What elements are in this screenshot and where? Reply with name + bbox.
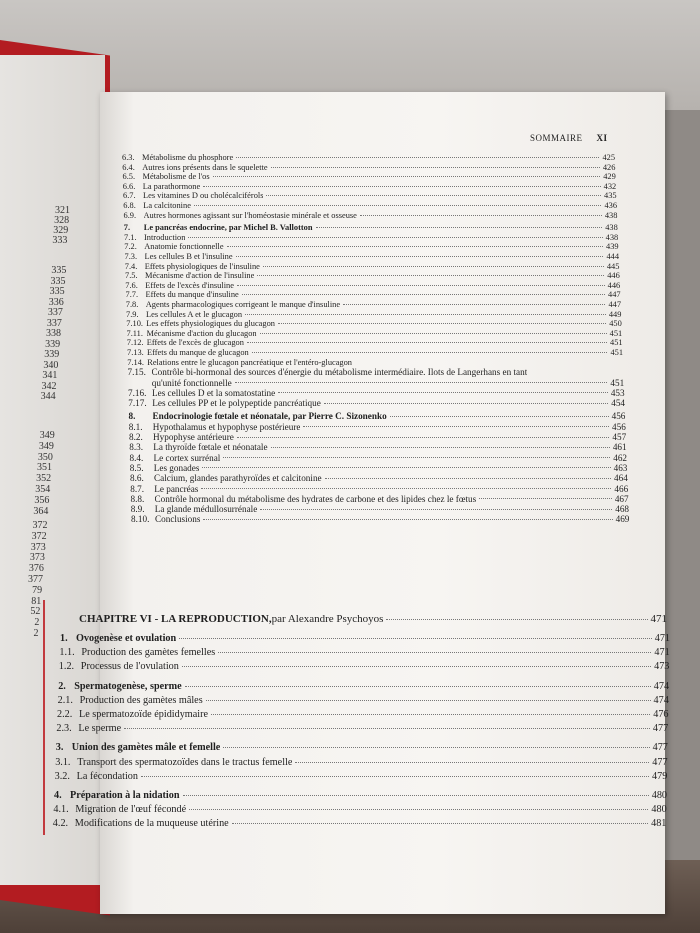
- toc-entry-number: 7.14.: [127, 357, 144, 367]
- toc-entry: [126, 300, 621, 309]
- toc-entry-title: Préparation à la nidation: [70, 790, 180, 801]
- dot-leader: [252, 352, 608, 353]
- toc-entry-title: Contrôle hormonal du métabolisme des hydrates de carbone et des lipides chez le fœtus: [154, 493, 477, 504]
- toc-entry: [130, 463, 628, 473]
- toc-entry-number: 8.: [128, 411, 136, 422]
- toc-entry-number: 1.: [60, 633, 68, 644]
- left-page-number: 356: [34, 494, 50, 506]
- toc-entry-page: 474: [653, 694, 669, 706]
- toc-entry: [126, 310, 621, 319]
- toc-entry: [125, 271, 620, 280]
- toc-entry: [128, 388, 625, 398]
- toc-entry-page: 438: [604, 210, 618, 220]
- dot-leader: [183, 795, 649, 796]
- left-page-number: 336: [48, 296, 64, 308]
- left-page-number: 349: [38, 440, 54, 452]
- toc-entry: [123, 201, 617, 210]
- toc-entry-title: Introduction: [144, 232, 186, 242]
- toc-entry: [59, 647, 669, 658]
- toc-entry-page: 449: [608, 309, 622, 319]
- left-page-number: 339: [44, 349, 60, 360]
- toc-entry-title: Le pancréas: [154, 483, 199, 494]
- toc-entry-number: 7.6.: [125, 280, 138, 290]
- left-page-number: 341: [42, 370, 58, 381]
- toc-entry-title: Effets du manque de glucagon: [147, 348, 249, 357]
- left-page-number: 354: [35, 484, 51, 495]
- toc-entry-page: 445: [606, 261, 620, 271]
- left-page-number: 337: [47, 307, 63, 318]
- toc-entry-number: 2.: [58, 680, 66, 692]
- toc-entry-number: 4.: [54, 790, 62, 801]
- toc-entry-number: 7.1.: [124, 232, 137, 242]
- toc-entry-page: 456: [612, 421, 626, 432]
- left-page-number: 338: [46, 328, 61, 339]
- toc-entry: [122, 153, 615, 162]
- toc-entry: [129, 411, 626, 421]
- toc-entry: [126, 319, 622, 328]
- dot-leader: [232, 823, 648, 824]
- toc-entry-page: 471: [654, 647, 670, 659]
- toc-entry-title: Transport des spermatozoïdes dans le tractus femelle: [77, 756, 293, 768]
- toc-entry-title: Processus de l'ovulation: [80, 661, 179, 673]
- dot-leader: [278, 323, 606, 324]
- toc-entry: [127, 329, 623, 338]
- toc-entry-number: 7.4.: [124, 261, 138, 271]
- toc-entry-page: 461: [612, 442, 627, 453]
- dot-leader: [295, 762, 649, 763]
- left-page-number: 81: [31, 595, 42, 607]
- toc-entry: [127, 348, 623, 357]
- toc-entry: [129, 422, 626, 432]
- toc-entry: [124, 211, 618, 220]
- toc-entry-title: Le pancréas endocrine, par Michel B. Vallotton: [143, 223, 313, 233]
- dot-leader: [260, 333, 607, 334]
- chapter-page: 471: [650, 613, 667, 625]
- toc-entry-number: 8.8.: [130, 493, 145, 504]
- toc-entry: [126, 290, 621, 299]
- toc-entry-number: 8.1.: [128, 421, 143, 432]
- toc-entry-page: 477: [652, 756, 668, 768]
- dot-leader: [211, 714, 650, 715]
- toc-entry: [124, 233, 618, 242]
- toc-entry-page: 450: [609, 319, 622, 329]
- toc-entry-title: Métabolisme de l'os: [142, 172, 210, 182]
- toc-entry-page: 446: [607, 271, 620, 281]
- toc-entry-number: 6.4.: [122, 162, 135, 172]
- toc-entry: [56, 742, 668, 753]
- toc-entry-title: Hypothalamus et hypophyse postérieure: [152, 421, 301, 432]
- left-page-number: 2: [34, 617, 40, 629]
- toc-entry-number: 6.8.: [123, 201, 136, 210]
- dot-leader: [386, 619, 647, 620]
- dot-leader: [303, 426, 609, 427]
- toc-entry-page: 480: [651, 804, 667, 816]
- toc-entry-number: 7.9.: [126, 309, 139, 319]
- toc-entry: [125, 281, 620, 290]
- toc-entry-page: 453: [610, 387, 625, 398]
- toc-entry-number: 1.1.: [59, 647, 75, 659]
- dot-leader: [202, 467, 610, 468]
- toc-entry-title: Les cellules A et le glucagon: [146, 309, 243, 319]
- toc-entry-page: 480: [651, 790, 667, 801]
- toc-entry: [125, 262, 620, 271]
- toc-entry-title: Agents pharmacologiques corrigeant le manque d'insuline: [145, 300, 341, 309]
- toc-entry-page: 456: [611, 411, 626, 422]
- toc-entry-title: Les cellules D et la somatostatine: [152, 387, 276, 398]
- dot-leader: [242, 294, 605, 295]
- toc-entry-page: 444: [606, 252, 619, 261]
- toc-entry-number: 7.7.: [125, 290, 139, 300]
- toc-entry-page: 446: [607, 280, 621, 290]
- toc-entry-number: 7.12.: [126, 338, 144, 348]
- left-page-number: 340: [43, 359, 59, 371]
- toc-entry-page: 439: [606, 242, 619, 252]
- toc-entry-title: Production des gamètes femelles: [81, 647, 216, 659]
- dot-leader: [325, 478, 611, 479]
- chapter-row: [79, 613, 667, 625]
- left-page-number: 351: [37, 462, 52, 474]
- left-page-number: 372: [32, 520, 48, 531]
- toc-entry-title: Effets de l'excès de glucagon: [146, 338, 244, 348]
- toc-entry-title: Le cortex surrénal: [153, 452, 221, 463]
- toc-entry-page: 469: [615, 514, 630, 525]
- toc-entry-title: Union des gamètes mâle et femelle: [71, 742, 221, 754]
- left-page-number: 337: [46, 317, 62, 329]
- toc-entry-number: 8.4.: [129, 452, 144, 463]
- toc-entry-number: 7.10.: [126, 319, 143, 329]
- left-page-number: 342: [41, 380, 57, 392]
- left-page-number: 2: [33, 628, 39, 639]
- left-page-number: 349: [39, 430, 55, 441]
- toc-entry-title: Autres ions présents dans le squelette: [142, 162, 268, 172]
- toc-entry-page: 438: [605, 223, 618, 233]
- toc-entry-number: 6.5.: [122, 172, 136, 182]
- toc-entry-page: 468: [615, 504, 629, 515]
- dot-leader: [360, 215, 602, 216]
- left-page-number: 335: [50, 275, 66, 287]
- toc-entry-page: 451: [610, 338, 623, 348]
- toc-entry-page: 476: [653, 709, 669, 720]
- dot-leader: [479, 498, 612, 499]
- toc-entry-page: 479: [652, 770, 668, 782]
- toc-entry-page: 464: [614, 473, 628, 484]
- left-page-number: 335: [49, 286, 65, 297]
- toc-entry-page: 451: [610, 348, 623, 357]
- dot-leader: [223, 747, 649, 748]
- toc-entry-title: Relations entre le glucagon pancréatique et l'entéro-glucagon: [147, 357, 352, 367]
- margin-bracket: [43, 600, 45, 835]
- toc-entry: [123, 172, 616, 181]
- left-page-number: 377: [28, 574, 43, 585]
- toc-entry-number: 8.9.: [130, 504, 145, 515]
- left-page-number: 52: [30, 606, 41, 618]
- dot-leader: [343, 304, 605, 305]
- toc-entry-title: Modifications de la muqueuse utérine: [74, 818, 229, 830]
- left-page-number: 329: [53, 225, 69, 236]
- toc-entry: [53, 804, 666, 815]
- toc-entry: [56, 723, 668, 734]
- toc-entry-number: 2.3.: [56, 723, 72, 735]
- toc-entry-page: 473: [654, 661, 670, 673]
- toc-entry: [129, 442, 626, 452]
- toc-entry: [128, 398, 625, 408]
- dot-leader: [218, 652, 651, 653]
- dot-leader: [124, 728, 650, 729]
- dot-leader: [266, 195, 601, 196]
- toc-entry-title: Ovogenèse et ovulation: [76, 633, 177, 644]
- left-page-number: 335: [51, 265, 67, 276]
- toc-entry-title: Métabolisme du phosphore: [142, 153, 234, 162]
- dot-leader: [324, 403, 608, 404]
- toc-entry: [130, 453, 628, 463]
- dot-leader: [179, 638, 652, 639]
- toc-entry-title: La calcitonine: [143, 201, 191, 210]
- toc-entry-title: Autres hormones agissant sur l'homéostasie minérale et osseuse: [143, 210, 357, 220]
- toc-entry-number: 7.13.: [127, 348, 144, 357]
- left-page-number: 350: [37, 451, 53, 463]
- toc-entry: [124, 242, 618, 251]
- dot-leader: [237, 437, 610, 438]
- toc-entry-number: 8.10.: [131, 514, 150, 525]
- toc-entry-title: La thyroïde fœtale et néonatale: [153, 442, 268, 453]
- dot-leader: [278, 392, 608, 393]
- toc-entry-title: Le sperme: [78, 723, 122, 735]
- toc-entry-title: Les gonades: [153, 462, 200, 473]
- toc-entry-title: Hypophyse antérieure: [153, 432, 234, 442]
- toc-entry-title: Effets physiologiques de l'insuline: [144, 261, 260, 271]
- toc-entry: [58, 681, 669, 692]
- toc-entry-page: 462: [613, 452, 627, 463]
- left-page-number: 79: [32, 584, 43, 596]
- toc-entry-page: 463: [613, 462, 628, 473]
- toc-entry-number: 6.7.: [123, 191, 136, 201]
- toc-entry-number: 8.5.: [129, 462, 144, 473]
- dot-leader: [247, 342, 607, 343]
- left-page-number: 364: [33, 505, 49, 517]
- left-page-number: 352: [36, 473, 52, 485]
- toc-entry-title: Les vitamines D ou cholécalciférols: [143, 191, 264, 201]
- toc-entry: [54, 790, 667, 801]
- toc-entry-number: 3.: [55, 742, 64, 754]
- toc-entry: [128, 378, 624, 388]
- toc-entry-number: 8.7.: [130, 483, 145, 494]
- toc-entry: [124, 223, 618, 232]
- toc-entry-title: Effets de l'excès d'insuline: [145, 280, 234, 290]
- toc-entry-page: 481: [651, 818, 667, 830]
- chapter-title: CHAPITRE VI - LA REPRODUCTION,: [79, 613, 272, 625]
- toc-entry-title: Endocrinologie fœtale et néonatale, par Pierre C. Sizonenko: [152, 411, 387, 422]
- toc-entry-number: 7.16.: [128, 387, 147, 398]
- toc-entry-page: 426: [602, 162, 616, 172]
- left-page-number: 339: [45, 338, 61, 350]
- toc-entry-number: 7.: [123, 223, 131, 233]
- toc-entry-page: 436: [604, 201, 617, 210]
- toc-entry-number: 3.1.: [55, 756, 71, 768]
- toc-entry-number: 7.8.: [125, 300, 139, 309]
- toc-entry-title: La parathormone: [142, 181, 201, 191]
- toc-entry: [122, 163, 615, 172]
- toc-entry-number: 7.5.: [125, 271, 138, 281]
- toc-entry: [131, 494, 629, 504]
- toc-entry: [131, 504, 629, 514]
- toc-entry: [123, 182, 616, 191]
- toc-entry-page: 447: [608, 300, 621, 309]
- dot-leader: [390, 416, 609, 417]
- dot-leader: [185, 686, 651, 687]
- chapter-author: par Alexandre Psychoyos: [271, 613, 384, 625]
- dot-leader: [235, 382, 608, 383]
- dot-leader: [223, 457, 610, 458]
- toc-entry-number: 2.2.: [57, 709, 73, 720]
- toc-entry-page: 447: [608, 290, 621, 300]
- left-page-number: 321: [55, 205, 70, 216]
- toc-entry-page: 451: [609, 328, 623, 338]
- toc-entry-title: qu'unité fonctionnelle: [151, 377, 232, 388]
- header-section: SOMMAIRE: [530, 133, 583, 143]
- toc-entry-number: 4.1.: [53, 804, 69, 816]
- toc-entry: [55, 757, 667, 768]
- toc-entry: [130, 473, 628, 483]
- toc-entry-title: Spermatogenèse, sperme: [74, 680, 182, 692]
- dot-leader: [141, 776, 649, 777]
- toc-entry: [129, 432, 626, 442]
- dot-leader: [316, 227, 603, 228]
- toc-entry-title: Mécanisme d'action du glucagon: [146, 328, 257, 338]
- toc-entry-number: 8.2.: [129, 432, 143, 442]
- toc-entry-number: 7.11.: [126, 328, 143, 338]
- dot-leader: [203, 519, 612, 520]
- left-page-number: 333: [52, 235, 68, 246]
- toc-entry-number: 6.6.: [122, 181, 136, 191]
- dot-leader: [213, 176, 601, 177]
- left-page-number: 373: [30, 541, 46, 553]
- toc-entry: [125, 252, 620, 261]
- toc-entry: [59, 661, 670, 672]
- toc-entry-title: Mécanisme d'action de l'insuline: [145, 271, 255, 281]
- toc-entry-page: 435: [604, 191, 617, 201]
- left-page-number: 372: [31, 530, 47, 542]
- toc-entry: [55, 771, 668, 782]
- toc-entry-page: 477: [652, 723, 669, 735]
- toc-entry: [53, 818, 667, 829]
- dot-leader: [201, 488, 611, 489]
- dot-leader: [237, 285, 605, 286]
- toc-entry-page: 466: [614, 483, 629, 494]
- toc-entry-title: Calcium, glandes parathyroïdes et calcitonine: [154, 473, 322, 484]
- toc-entry-title: La fécondation: [76, 770, 138, 782]
- left-page-number: 344: [40, 391, 56, 402]
- running-header: [530, 133, 608, 143]
- dot-leader: [227, 246, 603, 247]
- toc-entry-number: 4.2.: [52, 818, 69, 830]
- toc-entry-number: 8.3.: [129, 442, 144, 453]
- header-page-number: XI: [596, 133, 608, 143]
- dot-leader: [189, 809, 648, 810]
- toc-entry: [128, 367, 624, 377]
- toc-entry: [58, 695, 669, 706]
- toc-entry-number: 7.17.: [128, 398, 147, 409]
- dot-leader: [206, 700, 651, 701]
- dot-leader: [260, 509, 612, 510]
- dot-leader: [245, 314, 606, 315]
- toc-entry: [57, 709, 669, 720]
- dot-leader: [188, 237, 602, 238]
- toc-entry-page: 477: [652, 742, 668, 754]
- toc-entry: [127, 338, 623, 347]
- toc-entry-page: 429: [603, 172, 616, 182]
- toc-entry-title: Les cellules B et l'insuline: [144, 252, 233, 261]
- toc-entry-page: 425: [602, 153, 615, 162]
- dot-leader: [263, 266, 604, 267]
- dot-leader: [236, 256, 604, 257]
- toc-entry-page: 438: [605, 232, 619, 242]
- toc-entry-number: 3.2.: [54, 770, 70, 782]
- toc-entry: [60, 633, 670, 644]
- left-page-number: 376: [28, 563, 44, 575]
- toc-entry-number: 1.2.: [58, 661, 75, 673]
- left-page-number: 328: [54, 215, 70, 226]
- toc-entry-number: 7.2.: [124, 242, 137, 252]
- toc-entry-page: 454: [611, 398, 625, 409]
- dot-leader: [236, 157, 599, 158]
- toc-entry: [130, 484, 628, 494]
- dot-leader: [203, 186, 600, 187]
- dot-leader: [194, 205, 602, 206]
- toc-entry: [123, 191, 617, 200]
- toc-entry-page: 457: [612, 432, 627, 442]
- toc-entry-title: Le spermatozoïde épididymaire: [79, 709, 208, 720]
- toc-entry-page: 474: [653, 680, 670, 692]
- toc-entry-number: 2.1.: [57, 694, 73, 706]
- dot-leader: [271, 447, 610, 448]
- toc-entry: [131, 514, 629, 524]
- toc-entry-number: 6.9.: [123, 210, 137, 220]
- toc-entry-title: Les effets physiologiques du glucagon: [146, 319, 275, 329]
- toc-entry-title: Conclusions: [155, 514, 201, 525]
- toc-entry-title: La glande médullosurrénale: [154, 504, 258, 515]
- toc-entry-title: Les cellules PP et le polypeptide pancréatique: [152, 398, 321, 409]
- toc-entry-number: 8.6.: [130, 473, 144, 484]
- toc-entry-title: Production des gamètes mâles: [79, 694, 203, 706]
- left-page-number: 373: [29, 552, 45, 564]
- toc-entry-number: 7.3.: [124, 252, 138, 261]
- dot-leader: [257, 275, 604, 276]
- dot-leader: [271, 167, 600, 168]
- toc-entry-title: Effets du manque d'insuline: [145, 290, 239, 300]
- toc-entry-title: Contrôle bi-hormonal des sources d'énergie du métabolisme intermédiaire. Ilots de Langerhans en tant: [151, 367, 528, 378]
- toc-entry-number: 7.15.: [127, 367, 146, 378]
- toc-entry-number: 6.3.: [122, 153, 135, 162]
- toc-entry-page: 467: [614, 493, 629, 504]
- toc-entry-title: Migration de l'œuf fécondé: [75, 804, 187, 816]
- dot-leader: [182, 666, 651, 667]
- toc-entry-title: Anatomie fonctionnelle: [144, 242, 224, 252]
- toc-entry-page: 451: [610, 377, 625, 388]
- toc-entry: [127, 358, 623, 367]
- toc-entry-page: 471: [654, 633, 670, 644]
- toc-entry-page: 432: [603, 181, 617, 191]
